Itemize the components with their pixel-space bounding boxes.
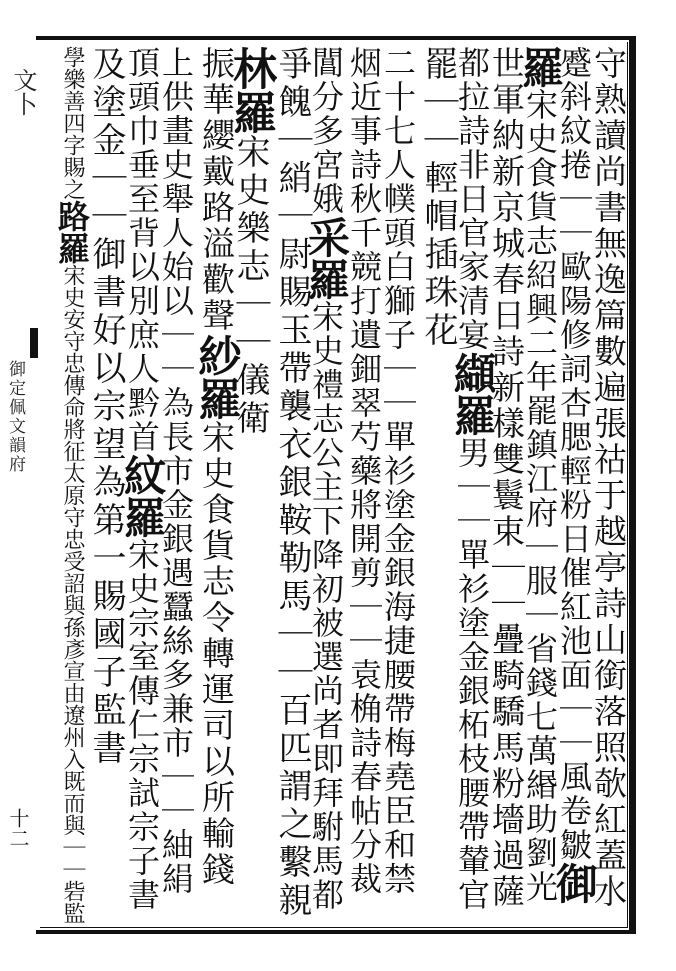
column-text-before: 蹙斜紋捲｜｜歐陽修詞杏腮輕粉日催紅池面｜｜風卷皺	[555, 46, 593, 862]
column-headword: 紗羅	[191, 334, 242, 420]
column-text-before: 上供畫史舉人始以｜｜為長	[157, 46, 195, 454]
column-text-after: 尉賜玉帶襲衣銀鞍勒馬｜｜百匹謂之繫親	[272, 236, 312, 920]
column-text-before: 及塗金｜｜御書好	[86, 46, 126, 350]
column-text-before: 學樂善四字賜之	[60, 46, 85, 200]
column-text-after: 男｜｜單衫塗金銀柘枝腰帶輦官	[453, 436, 491, 912]
column-text-before: 罷｜｜輕帽插珠花	[418, 46, 458, 350]
margin-page-number: 十二	[6, 808, 30, 848]
column-text-before: 守熟讀尚書無逸篇數遍張祜于越亭詩山銜落照欹紅蓋水	[589, 46, 628, 910]
column-text-before: 頂頭巾垂至背以別庶人黔首	[123, 46, 161, 454]
text-column	[416, 46, 460, 926]
text-column	[342, 46, 386, 926]
column-text-after: 宋史禮志公主下降初被選尚者即拜駙馬都	[307, 300, 345, 912]
column-text-before: 振華纓戴路溢歡聲	[197, 46, 236, 334]
page-margin	[0, 38, 37, 932]
column-text-after: 宋史宗室傳仁宗試宗子書	[123, 538, 161, 912]
column-text-before: 烟近事詩秋千競打遺鈿翠芍藥將開剪｜｜袁桷詩春帖分裁	[345, 46, 383, 896]
text-column	[270, 46, 314, 926]
column-text-before: 世軍納新京城春日詩新樣雙鬟束｜｜疊騎驕馬粉墻過薩	[487, 46, 526, 910]
text-column	[50, 46, 94, 926]
column-text-after: 宋史食貨志令轉運司以所輸錢	[197, 420, 236, 888]
column-text-after: 宋史食貨志紹興二年罷鎮江府｜服｜省錢七萬緡助劉光	[521, 88, 559, 904]
margin-book-title: 御定佩文韻府	[5, 360, 25, 474]
column-text-after: 以宗望為第一賜國子監書	[86, 350, 126, 768]
column-headword: 路羅	[53, 200, 91, 264]
column-text-continued: 與孫彥宣由遼州入既而與｜｜砦監	[60, 594, 85, 924]
column-headword: 林羅	[225, 46, 276, 134]
column-text-after: 宋史安守忠傳命將征太原守忠受詔	[60, 264, 85, 594]
column-text-after: 宋史樂志｜｜儀衛	[230, 134, 270, 438]
column-headword: 纈羅	[448, 352, 497, 436]
column-text-before: 二十七人幞頭白獅子｜｜單衫塗金銀海捷腰帶梅堯臣和禁	[379, 46, 417, 896]
column-headword: 御	[550, 862, 599, 904]
column-text-before: 爭餽｜綃｜	[272, 46, 312, 236]
column-headword: 羅	[516, 46, 565, 88]
column-text-before: 都拉詩非日官家清宴	[453, 46, 491, 352]
margin-top-mark: 文卜	[9, 68, 37, 116]
column-text-after: 市金銀遇蠶絲多兼市｜｜紬絹	[157, 454, 195, 896]
text-column	[191, 46, 242, 926]
column-headword: 采羅	[302, 216, 351, 300]
column-headword: 紋羅	[118, 454, 167, 538]
column-text-before: 閶分多宮娥	[307, 46, 345, 216]
